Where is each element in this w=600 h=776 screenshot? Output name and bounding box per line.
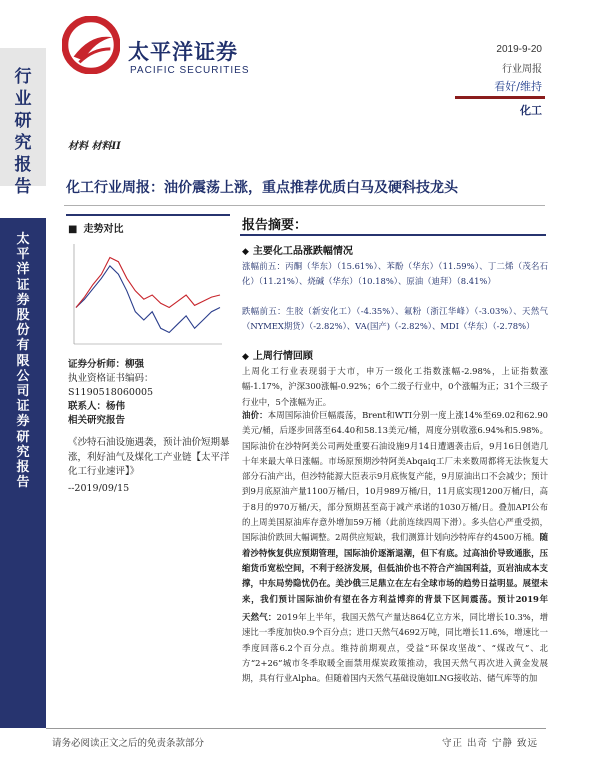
related-reports-list bbox=[68, 436, 234, 498]
related-heading: 相关研究报告 bbox=[68, 415, 126, 426]
cert-line: 执业资格证书编码：S1190518060005 bbox=[68, 373, 154, 398]
gas-text: 2019年上半年，我国天然气产量达864亿立方米，同比增长10.3%，增速比一季度加快0.9个百分点；进口天然气4692万吨，同比增长11.6%，增速比一季度回落6.2个百分点。维持前期观点，受益“环保攻坚战”、“煤改气”、北方“2+26”城市冬季取暖全面禁用煤炭政策推动，我国天然气再次进入黄金发展期，具有行业Alpha。但随着国内天然气基础设施如LNG接收站、储气库等的加 bbox=[242, 612, 548, 684]
abstract-divider bbox=[240, 234, 546, 236]
category-label: 材料 材料II bbox=[68, 141, 121, 152]
section-market-review-title: 上周行情回顾 bbox=[252, 351, 313, 362]
analyst-line: 证券分析师：柳强 bbox=[68, 359, 145, 370]
section-market-review bbox=[242, 347, 313, 362]
oil-label: 油价： bbox=[242, 410, 268, 420]
gas-label: 天然气： bbox=[242, 612, 277, 622]
diamond-bullet-icon: ◆ bbox=[242, 247, 249, 257]
related-report-date: --2019/09/15 bbox=[68, 482, 130, 494]
report-date: 2019-9-20 bbox=[496, 44, 542, 55]
footer-divider bbox=[46, 728, 546, 729]
oil-conclusion: 随着沙特恢复供应预期管理，国际油价逐渐退潮，但下有底。过高油价导致通胀，压缩货币宽松空间，不利于经济发展，但低油价也不符合产油国利益，页岩油成本支撑，中东局势隐忧仍在。美沙俄三足鼎立在左右全球市场的趋势日益明显。展望未来，我们预计国际油价有望在各方利益博弈的背景下区间震荡。预计2019年 bbox=[242, 532, 548, 604]
square-bullet-icon: ■ bbox=[68, 224, 78, 235]
contact-line: 联系人：杨伟 bbox=[68, 401, 126, 412]
trend-heading bbox=[68, 220, 123, 235]
brand-name-cn: 太平洋证券 bbox=[128, 40, 238, 64]
sidebar-top-label: 行业研究报告 bbox=[14, 67, 32, 197]
oil-paragraph bbox=[242, 408, 548, 608]
title-divider bbox=[64, 205, 545, 206]
analyst-block bbox=[68, 358, 228, 428]
gas-paragraph bbox=[242, 610, 548, 726]
market-review-text: 上周化工行业表现弱于大市，申万一级化工指数涨幅-2.98%，上证指数涨幅-1.17%，沪深300涨幅-0.92%；6个二级子行业中，0个涨幅为正；31个三级子行业中，5个涨幅为正。 bbox=[242, 366, 548, 407]
top-losers-text: 跌幅前五：生胶（新安化工）（-4.35%）、氟粉（浙江华峰）（-3.03%）、天然气（NYMEX期货）（-2.82%）、VA(国产)（-2.82%）、MDI（华东）（-2.78%） bbox=[242, 306, 548, 332]
sidebar-bottom-label: 太平洋证券股份有限公司证券研究报告 bbox=[16, 232, 30, 491]
sector-label: 化工 bbox=[520, 104, 542, 117]
industry-rating: 看好/维持 bbox=[494, 80, 542, 93]
brand-name-en: PACIFIC SECURITIES bbox=[130, 65, 250, 76]
section-commodity-moves-title: 主要化工品涨跌幅情况 bbox=[252, 246, 353, 257]
section-commodity-moves bbox=[242, 242, 353, 257]
trend-heading-text: 走势对比 bbox=[83, 224, 124, 235]
header-accent-rule bbox=[455, 96, 545, 99]
related-report-link[interactable]: 《沙特石油设施遇袭，预计油价短期暴涨，利好油气及煤化工产业链【太平洋化工行业速评】》 bbox=[68, 437, 230, 477]
footer-motto: 守正 出奇 宁静 致远 bbox=[441, 738, 538, 749]
chart-series-line-1 bbox=[76, 266, 220, 333]
report-title: 化工行业周报：油价震荡上涨，重点推荐优质白马及硬科技龙头 bbox=[66, 180, 458, 196]
oil-text: 本周国际油价巨幅震荡，Brent和WTI分别一度上涨14%至69.02和62.90美元/桶，后逐步回落至64.40和58.13美元/桶，周度分别收涨6.94%和5.98%。国际油价在沙特阿美公司两处重要石油设施9月14日遭遇袭击后，9月16日创造几十年来最大单日涨幅。市场原预期沙特阿美Abqaiq工厂未来数周都将无法恢复大部分石油产出，但沙特能源大臣表示9月底恢复产能，9月原油出口不会减少；预计到9月底原油产量1100万桶/日，10月989万桶/日，11月底实现1200万桶/日，高于8月的970万桶/天，部分预期甚至高于减产承诺的1030万桶/日。叠加API公布的上周美国原油库存意外增加59万桶（此前连续四周下滑）。多头信心严重受损，国际油价跌回大幅调整。2周供应短缺，我们测算计划向沙特库存约4500万桶。 bbox=[242, 410, 548, 543]
report-type: 行业周报 bbox=[502, 64, 542, 75]
trend-comparison-chart bbox=[66, 236, 226, 354]
left-section-bar bbox=[66, 214, 230, 216]
diamond-bullet-icon: ◆ bbox=[242, 352, 249, 362]
top-gainers-text: 涨幅前五：丙酮（华东）（15.61%）、苯酚（华东）（11.59%）、丁二烯（茂名石化）（11.21%）、烧碱（华东）（10.18%）、原油（迪拜）（8.41%） bbox=[242, 261, 548, 287]
abstract-heading: 报告摘要： bbox=[242, 218, 308, 233]
footer-disclaimer: 请务必阅读正文之后的免责条款部分 bbox=[52, 738, 205, 749]
pacific-securities-logo bbox=[62, 16, 120, 74]
